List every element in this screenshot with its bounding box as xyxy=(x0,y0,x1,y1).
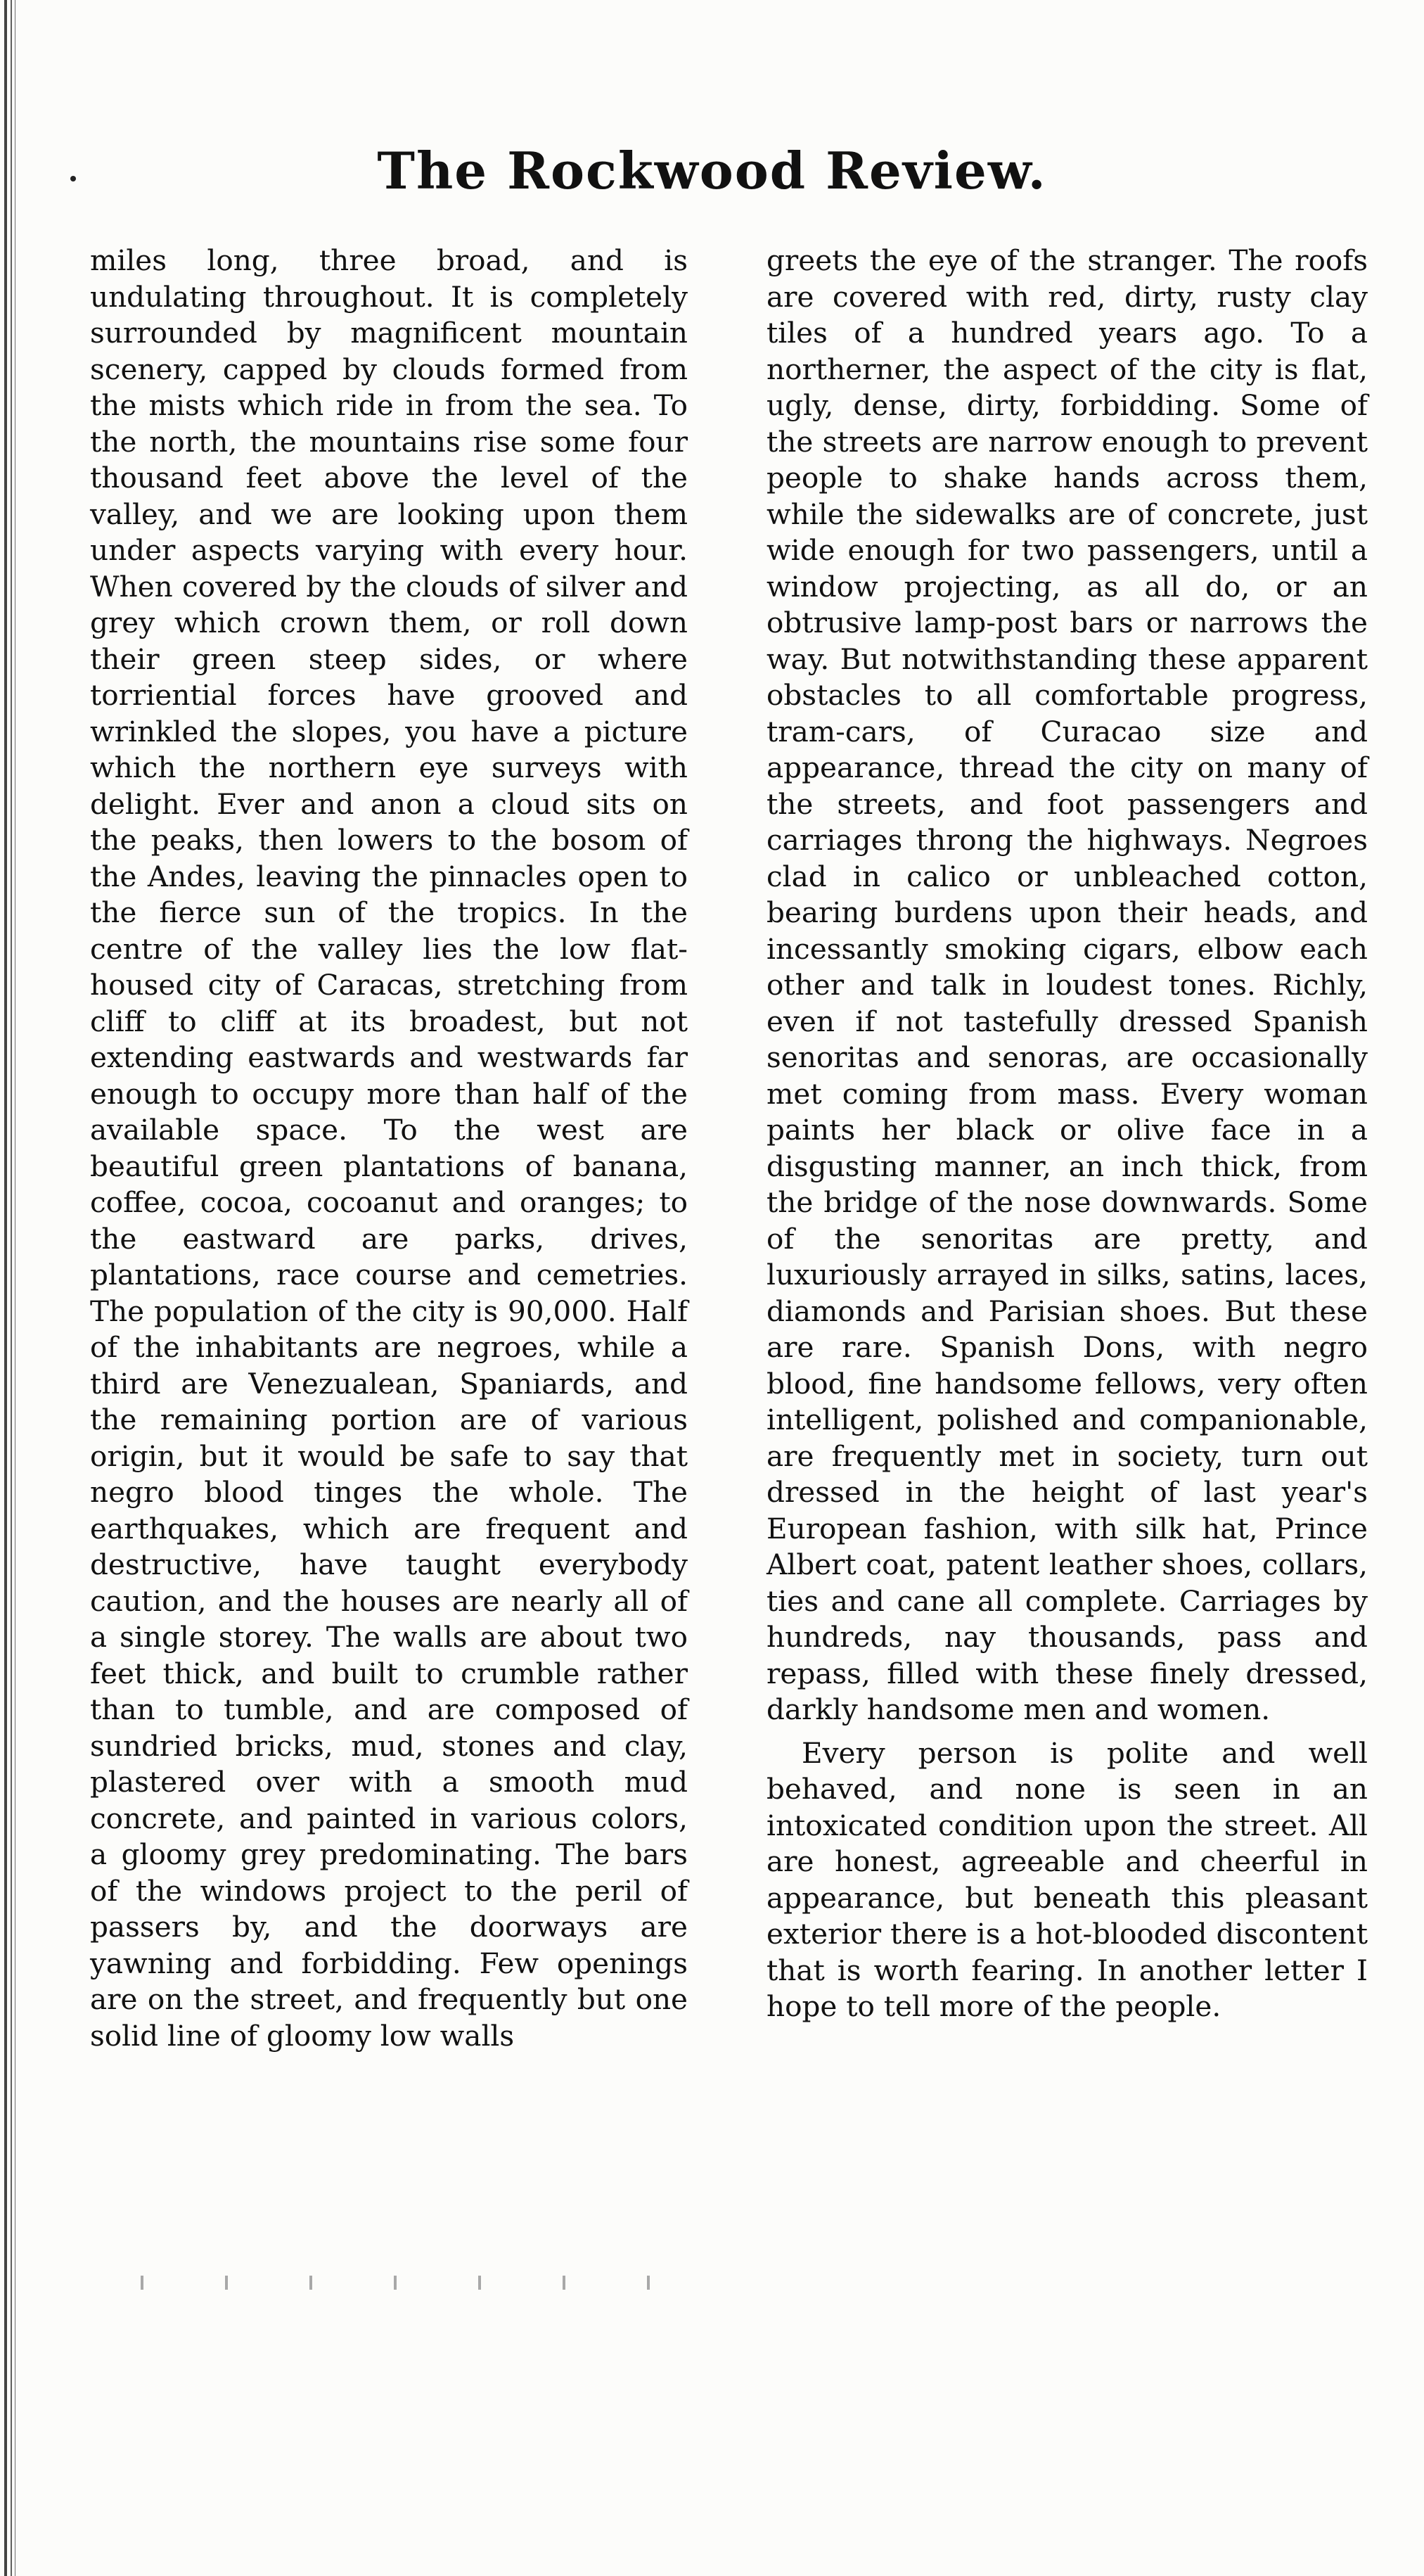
page-binding-edge xyxy=(4,0,20,2576)
scan-artifact xyxy=(98,2276,682,2290)
masthead-title: The Rockwood Review. xyxy=(377,141,1047,200)
article-paragraph: Every person is polite and well behaved, and none is seen in an intoxicated condition upon the street. All are honest, agreeable and cheerful in appearance, but beneath this pleasant exterior there is a hot-blooded discontent that is worth fearing. In another letter I hope to tell more of the people. xyxy=(766,1735,1368,2023)
article-paragraph: miles long, three broad, and is undulating throughout. It is completely surrounded by magnificent mountain scenery, capped by clouds formed from the mists which ride in from the sea. To the north, the mountains rise some four thousand feet above the level of the valley, and we are looking upon them under aspects varying with every hour. When covered by the clouds of silver and grey which crown them, or roll down their green steep sides, or where torriential forces have grooved and wrinkled the slopes, you have a picture which the northern eye surveys with delight. Ever and anon a cloud sits on the peaks, then lowers to the bosom of the Andes, leaving the pinnacles open to the fierce sun of the tropics. In the centre of the valley lies the low flat-housed city of Caracas, stretching from cliff to cliff at its broadest, but not extending eastwards and westwards far enough to occupy more than half of the available space. To the west are beautiful green plantations of banana, coffee, cocoa, cocoanut and oranges; to the eastward are parks, drives, plantations, race course and cemetries. The population of the city is 90,000. Half of the inhabitants are negroes, while a third are Venezualean, Spaniards, and the remaining portion are of various origin, but it would be safe to say that negro blood tinges the whole. The earthquakes, which are frequent and destructive, have taught everybody caution, and the houses are nearly all of a single storey. The walls are about two feet thick, and built to crumble rather than to tumble, and are composed of sundried bricks, mud, stones and clay, plastered over with a smooth mud concrete, and painted in various colors, a gloomy grey predominating. The bars of the windows project to the peril of passers by, and the doorways are yawning and forbidding. Few openings are on the street, and frequently but one solid line of gloomy low walls xyxy=(90,243,688,2053)
article-column-right xyxy=(766,243,1368,2025)
article-column-left xyxy=(90,243,688,2054)
article-paragraph: greets the eye of the stranger. The roofs are covered with red, dirty, rusty clay tiles of a hundred years ago. To a northerner, the aspect of the city is flat, ugly, dense, dirty, forbidding. Some of the streets are narrow enough to prevent people to shake hands across them, while the sidewalks are of concrete, just wide enough for two passengers, until a window projecting, as all do, or an obtrusive lamp-post bars or narrows the way. But notwithstanding these apparent obstacles to all comfortable progress, tram-cars, of Curacao size and appearance, thread the city on many of the streets, and foot passengers and carriages throng the highways. Negroes clad in calico or unbleached cotton, bearing burdens upon their heads, and incessantly smoking cigars, elbow each other and talk in loudest tones. Richly, even if not tastefully dressed Spanish senoritas and senoras, are occasionally met coming from mass. Every woman paints her black or olive face in a disgusting manner, an inch thick, from the bridge of the nose downwards. Some of the senoritas are pretty, and luxuriously arrayed in silks, satins, laces, diamonds and Parisian shoes. But these are rare. Spanish Dons, with negro blood, fine handsome fellows, very often intelligent, polished and companionable, are frequently met in society, turn out dressed in the height of last year's European fashion, with silk hat, Prince Albert coat, patent leather shoes, collars, ties and cane all complete. Carriages by hundreds, nay thousands, pass and repass, filled with these finely dressed, darkly handsome men and women. xyxy=(766,243,1368,1726)
